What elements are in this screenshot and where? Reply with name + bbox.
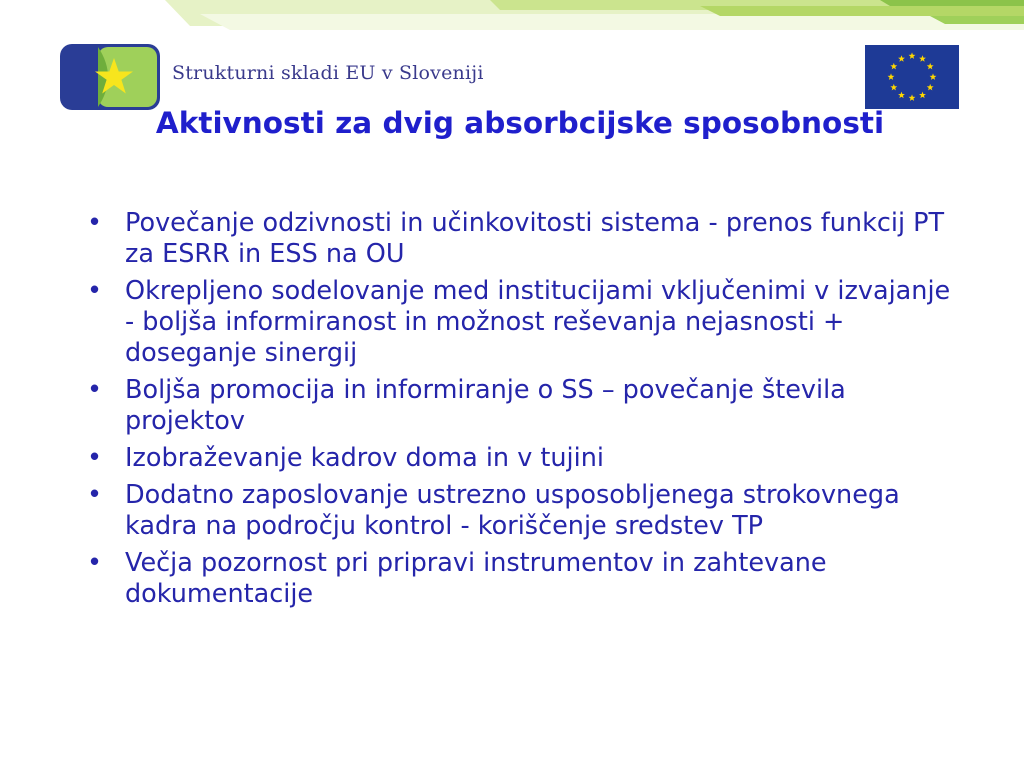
bullet-text: Okrepljeno sodelovanje med institucijami vključenimi v izvajanje - boljša informiranost in možnost reševanja nejasnosti + doseganje sinergij bbox=[125, 276, 951, 368]
bullet-dot-icon: • bbox=[87, 480, 103, 510]
bullet-item bbox=[85, 276, 955, 369]
bullet-dot-icon: • bbox=[87, 548, 103, 578]
bullet-item bbox=[85, 480, 955, 542]
bullet-item bbox=[85, 208, 955, 270]
bullet-dot-icon: • bbox=[87, 276, 103, 306]
slide-title: Aktivnosti za dvig absorbcijske sposobnosti bbox=[155, 106, 885, 140]
bullet-dot-icon: • bbox=[87, 375, 103, 405]
bullet-text: Povečanje odzivnosti in učinkovitosti sistema - prenos funkcij PT za ESRR in ESS na OU bbox=[125, 208, 945, 269]
bullet-item bbox=[85, 375, 955, 437]
header-logo-text: Strukturni skladi EU v Sloveniji bbox=[172, 62, 484, 84]
bullet-dot-icon: • bbox=[87, 443, 103, 473]
bullet-text: Izobraževanje kadrov doma in v tujini bbox=[125, 443, 604, 473]
bullet-item bbox=[85, 443, 955, 474]
bullet-dot-icon: • bbox=[87, 208, 103, 238]
bullet-item bbox=[85, 548, 955, 610]
bullet-text: Dodatno zaposlovanje ustrezno usposobljenega strokovnega kadra na področju kontrol - koriščenje sredstev TP bbox=[125, 480, 900, 541]
bullet-text: Večja pozornost pri pripravi instrumentov in zahtevane dokumentacije bbox=[125, 548, 827, 609]
header-decorative-stripes bbox=[0, 0, 1024, 34]
bullet-list bbox=[85, 208, 955, 616]
bullet-text: Boljša promocija in informiranje o SS – povečanje števila projektov bbox=[125, 375, 846, 436]
